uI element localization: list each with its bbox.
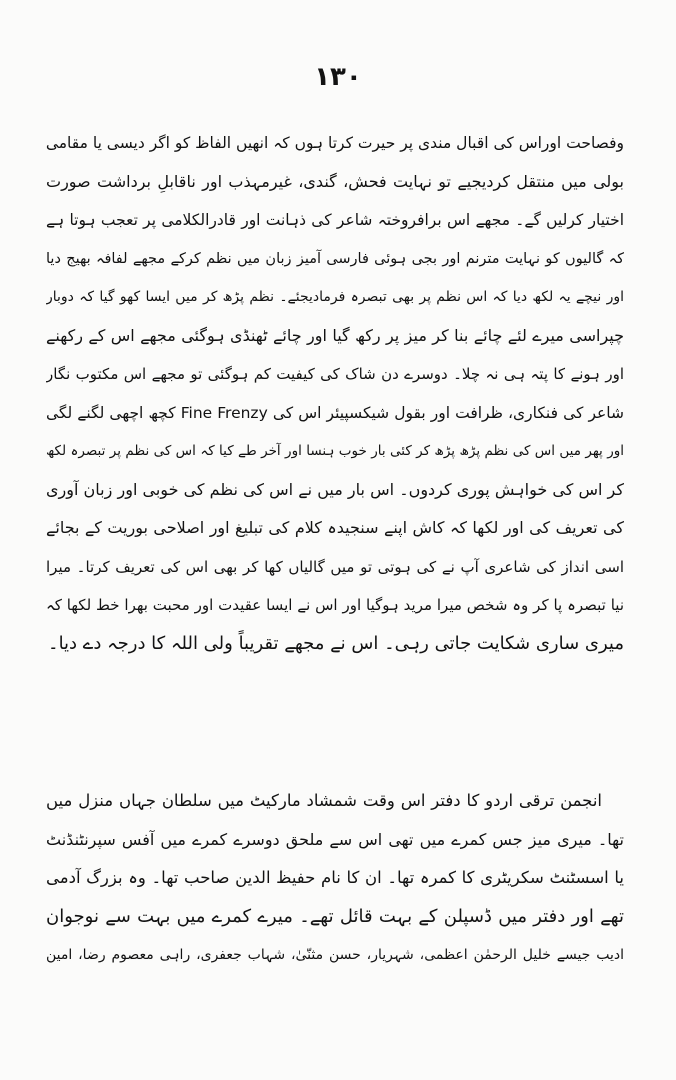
text-line: تھے اور دفتر میں ڈسپلن کے بہت قائل تھے۔ میرے کمرے میں بہت سے نوجوان bbox=[46, 905, 624, 927]
text-line: بولی میں منتقل کردیجیے تو نہایت فحش، گندی، غیرمہذب اور ناقابلِ برداشت صورت bbox=[46, 171, 624, 191]
text-line: نیا تبصرہ پا کر وہ شخص میرا مرید ہوگیا اور اس نے ایسا عقیدت اور محبت بھرا خط لکھا کہ bbox=[46, 596, 624, 614]
text-line: میری ساری شکایت جاتی رہی۔ اس نے مجھے تقریباً ولی اللہ کا درجہ دے دیا۔ bbox=[48, 632, 624, 654]
text-line: کہ گالیوں کو نہایت مترنم اور بجی ہوئی فارسی آمیز زبان میں نظم کرکے مجھے لفافہ بھیج دیا bbox=[46, 250, 624, 267]
text-line: کی تعریف کی اور لکھا کہ کاش اپنے سنجیدہ کلام کی تبلیغ اور اصلاحی بوریت کے بجائے bbox=[46, 518, 624, 537]
text-line: کر اس کی خواہش پوری کردوں۔ اس بار میں نے اس کی نظم کی خوبی اور زبان آوری bbox=[46, 479, 624, 499]
paragraph-2 bbox=[46, 782, 624, 975]
text-line: اسی انداز کی شاعری آپ نے کی ہوتی تو میں گالیاں کھا کر بھی اس کی تعریف کرتا۔ میرا bbox=[46, 557, 624, 576]
text-line: اختیار کرلیں گے۔ مجھے اس برافروختہ شاعر کی ذہانت اور قادرالکلامی پر تعجب ہوتا ہے bbox=[46, 211, 624, 229]
text-line: انجمن ترقی اردو کا دفتر اس وقت شمشاد مارکیٹ میں سلطان جہاں منزل میں bbox=[46, 791, 602, 810]
text-line: ادیب جیسے خلیل الرحمٰن اعظمی، شہریار، حسن مثنّیٰ، شہاب جعفری، راہی معصوم رضا، امین bbox=[46, 947, 624, 963]
text-line: اور پھر میں اس کی نظم پڑھ پڑھ کر کئی بار خوب ہنسا اور آخر طے کیا کہ اس کی نظم پر تبصرہ لکھ bbox=[46, 443, 624, 459]
text-line: شاعر کی فنکاری، ظرافت اور بقول شیکسپیئر اس کی Fine Frenzy کچھ اچھی لگنے لگی bbox=[46, 403, 624, 422]
text-line: اور ہونے کا پتہ ہی نہ چلا۔ دوسرے دن شاک کی کیفیت کم ہوگئی تو مجھے اس مکتوب نگار bbox=[46, 365, 624, 383]
text-line: چپراسی میرے لئے چائے بنا کر میز پر رکھ گیا اور چائے ٹھنڈی ہوگئی مجھے اس کے رکھنے bbox=[46, 325, 624, 345]
paragraph-1 bbox=[46, 124, 624, 663]
page-number: ۱۳۰ bbox=[314, 62, 362, 92]
text-line: وفصاحت اوراس کی اقبال مندی پر حیرت کرتا ہوں کہ انھیں الفاظ کو اگر دیسی یا مقامی bbox=[46, 134, 624, 152]
text-line: اور نیچے یہ لکھ دیا کہ اس نظم پر بھی تبصرہ فرمادیجئے۔ نظم پڑھ کر میں ایسا کھو گیا کہ دوبار bbox=[46, 289, 624, 305]
text-line: تھا۔ میری میز جس کمرے میں تھی اس سے ملحق دوسرے کمرے میں آفس سپرنٹنڈنٹ bbox=[46, 829, 624, 849]
text-line: یا اسسٹنٹ سکریٹری کا کمرہ تھا۔ ان کا نام حفیظ الدین صاحب تھا۔ وہ بزرگ آدمی bbox=[46, 868, 624, 887]
